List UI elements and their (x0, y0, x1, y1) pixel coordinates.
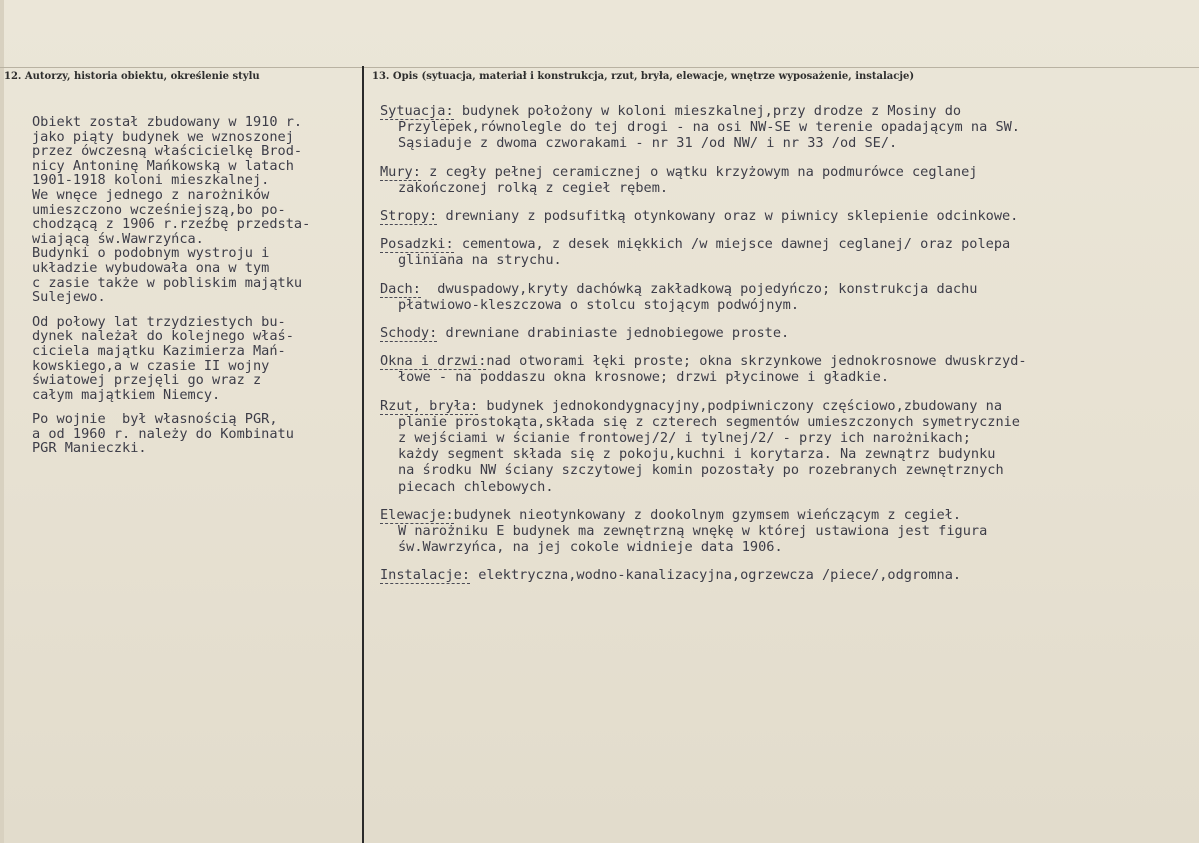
text-line: Sulejewo. (32, 289, 106, 306)
description-section (380, 507, 1180, 556)
description-section (380, 567, 1180, 583)
history-text (32, 115, 372, 466)
section-text: cementowa, z desek miękkich /w miejsce dawnej ceglanej/ oraz polepa (453, 236, 1011, 253)
section-text: budynek położony w koloni mieszkalnej,przy drodze z Mosiny do (453, 103, 962, 119)
section-label: Stropy: (380, 208, 438, 225)
section-label: Elewacje: (380, 506, 454, 523)
section-first-line (380, 567, 1180, 583)
section-text: elektryczna,wodno-kanalizacyjna,ogrzewcza /piece/,odgromna. (470, 567, 962, 584)
section-text: drewniany z podsufitką otynkowany oraz w piwnicy sklepienie odcinkowe. (437, 208, 1019, 225)
text-line: Budynki o podobnym wystroju i (32, 245, 270, 262)
section-text: dwuspadowy,kryty dachówką zakładkową pojedyńczo; konstrukcja dachu (420, 280, 978, 297)
text-line: We wnęce jednego z narożników (32, 186, 270, 203)
description-section (380, 281, 1180, 313)
text-line: planie prostokąta,składa się z czterech segmentów umieszczonych symetrycznie (398, 413, 1020, 430)
text-line: umieszczono wcześniejszą,bo po- (32, 201, 286, 218)
section-label: Okna i drzwi: (380, 353, 487, 370)
history-paragraph (32, 115, 372, 305)
section-first-line (380, 103, 1180, 119)
text-line: płatwiowo-kleszczowa o stolcu stojącym podwójnym. (398, 296, 800, 313)
text-line: dynek należał do kolejnego właś- (32, 328, 294, 345)
section-first-line (380, 164, 1180, 180)
description-section (380, 236, 1180, 268)
text-line: św.Wawrzyńca, na jej cokole widnieje data 1906. (398, 539, 783, 556)
text-line: Obiekt został zbudowany w 1910 r. (32, 114, 303, 130)
description-section (380, 398, 1180, 495)
section-label: Schody: (380, 325, 438, 342)
text-line: światowej przejęli go wraz z (32, 372, 262, 389)
text-line: W narożniku E budynek ma zewnętrzną wnękę w której ustawiona jest figura (398, 523, 988, 540)
section-text: z cegły pełnej ceramicznej o wątku krzyżowym na podmurówce ceglanej (420, 163, 978, 180)
description-section (380, 353, 1180, 385)
text-line: gliniana na strychu. (398, 252, 562, 269)
description-section (380, 164, 1180, 196)
text-line: całym majątkiem Niemcy. (32, 386, 221, 403)
text-line: Od połowy lat trzydziestych bu- (32, 313, 286, 330)
text-line: a od 1960 r. należy do Kombinatu (32, 425, 294, 442)
section-label: Rzut, bryła: (380, 397, 479, 414)
section-13-heading: 13. Opis (sytuacja, materiał i konstrukcja, rzut, bryła, elewacje, wnętrze wyposażenie, instalacje) (372, 71, 915, 82)
section-text: nad otworami łęki proste; okna skrzynkowe jednokrosnowe dwuskrzyd- (486, 353, 1027, 370)
text-line: jako piąty budynek we wznoszonej (32, 128, 294, 145)
text-line: chodzącą z 1906 r.rzeźbę przedsta- (32, 216, 311, 233)
section-label: Mury: (380, 163, 421, 180)
description-section (380, 208, 1180, 224)
text-line: układzie wybudowała ona w tym (32, 259, 270, 276)
section-label: Sytuacja: (380, 103, 454, 119)
card-edge (0, 0, 4, 843)
text-line: ciciela majątku Kazimierza Mań- (32, 342, 286, 359)
text-line: 1901-1918 koloni mieszkalnej. (32, 172, 270, 189)
text-line: Po wojnie był własnością PGR, (32, 411, 278, 428)
section-first-line (380, 353, 1180, 369)
text-line: piecach chlebowych. (398, 478, 554, 495)
description-text (380, 103, 1180, 596)
text-line: Sąsiaduje z dwoma czworakami - nr 31 /od NW/ i nr 33 /od SE/. (398, 135, 898, 152)
section-first-line (380, 507, 1180, 523)
description-section (380, 103, 1180, 152)
text-line: przez ówczesną właścicielkę Brod- (32, 143, 303, 160)
history-paragraph (32, 315, 372, 403)
text-line: łowe - na poddaszu okna krosnowe; drzwi płycinowe i gładkie. (398, 369, 890, 386)
section-label: Instalacje: (380, 567, 471, 584)
text-line: Przylepek,równolegle do tej drogi - na osi NW-SE w terenie opadającym na SW. (398, 119, 1020, 136)
text-line: wiającą św.Wawrzyńca. (32, 230, 204, 247)
history-paragraph (32, 412, 372, 456)
section-label: Dach: (380, 280, 421, 297)
section-first-line (380, 208, 1180, 224)
text-line: na środku NW ściany szczytowej komin pozostały po rozebranych zewnętrznych (398, 462, 1004, 479)
section-first-line (380, 281, 1180, 297)
section-text: budynek jednokondygnacyjny,podpiwniczony częściowo,zbudowany na (478, 397, 1003, 414)
text-line: zakończonej rolką z cegieł rębem. (398, 179, 669, 196)
section-first-line (380, 325, 1180, 341)
text-line: każdy segment składa się z pokoju,kuchni i korytarza. Na zewnątrz budynku (398, 446, 996, 463)
text-line: c zasie także w pobliskim majątku (32, 274, 303, 291)
section-first-line (380, 236, 1180, 252)
text-line: PGR Manieczki. (32, 440, 147, 457)
section-text: drewniane drabiniaste jednobiegowe proste. (437, 325, 790, 342)
section-text: budynek nieotynkowany z dookolnym gzymsem wieńczącym z cegieł. (453, 506, 962, 523)
text-line: kowskiego,a w czasie II wojny (32, 357, 270, 374)
section-label: Posadzki: (380, 236, 454, 253)
text-line: z wejściami w ścianie frontowej/2/ i tylnej/2/ - przy ich narożnikach; (398, 430, 971, 447)
text-line: nicy Antoninę Mańkowską w latach (32, 157, 294, 174)
header-rule (0, 67, 1199, 68)
description-section (380, 325, 1180, 341)
section-first-line (380, 398, 1180, 414)
section-12-heading: 12. Autorzy, historia obiektu, określenie stylu (4, 71, 260, 82)
